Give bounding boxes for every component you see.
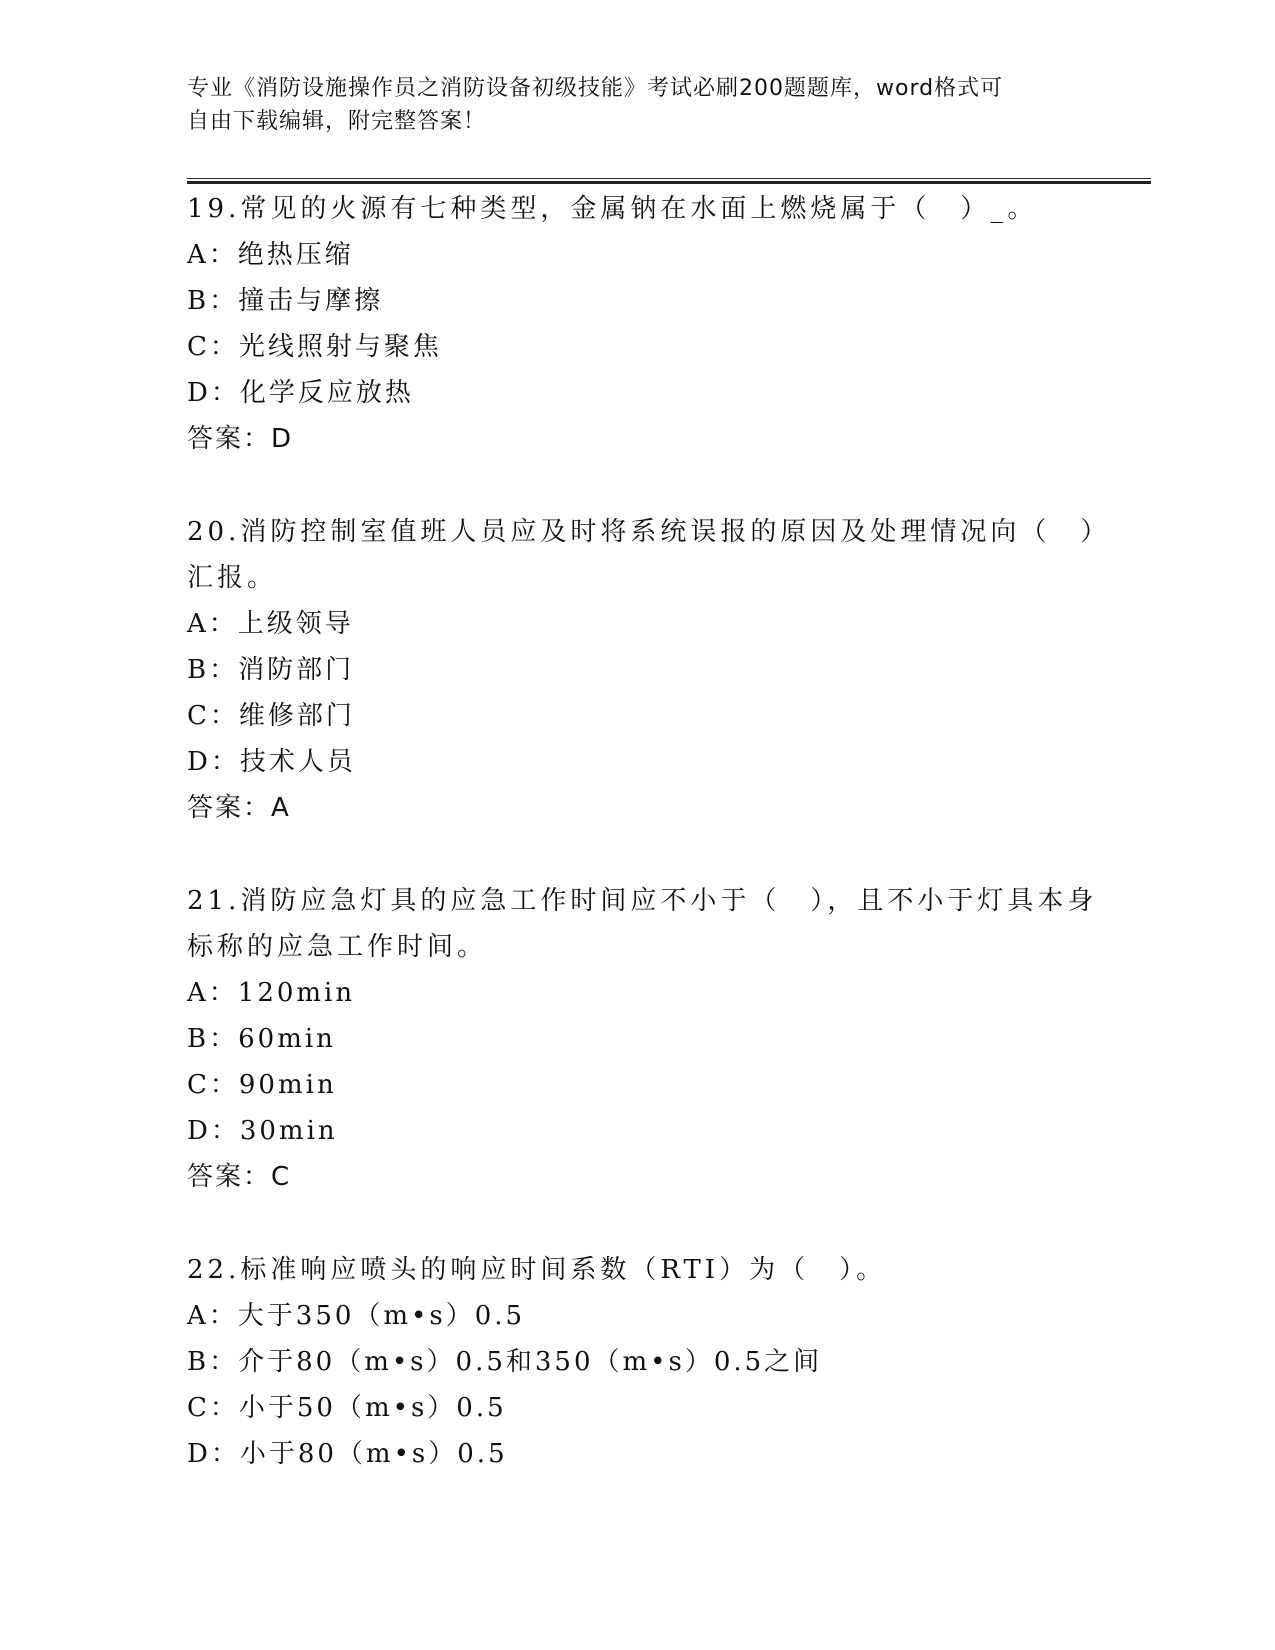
header-line-2: 自由下载编辑，附完整答案！	[187, 109, 487, 134]
option-d: D：小于80（m•s）0.5	[187, 1439, 508, 1469]
question-text-continued: 汇报。	[187, 563, 278, 593]
option-a: A：绝热压缩	[187, 240, 354, 270]
option-d: D：30min	[187, 1116, 338, 1146]
option-c: C：90min	[187, 1070, 337, 1100]
header-divider	[187, 178, 1151, 184]
option-c: C：光线照射与聚焦	[187, 332, 442, 362]
document-header	[187, 72, 1067, 138]
question-20	[187, 509, 1111, 831]
question-list	[187, 186, 1111, 1524]
option-d: D：化学反应放热	[187, 378, 414, 408]
option-b: B：60min	[187, 1024, 336, 1054]
option-a: A：120min	[187, 978, 356, 1008]
question-text: 22.标准响应喷头的响应时间系数（RTI）为（ ）。	[187, 1255, 887, 1285]
answer-text: 答案：A	[187, 793, 291, 823]
answer-text: 答案：C	[187, 1162, 292, 1192]
option-c: C：小于50（m•s）0.5	[187, 1393, 507, 1423]
option-b: B：介于80（m•s）0.5和350（m•s）0.5之间	[187, 1347, 823, 1377]
question-text: 20.消防控制室值班人员应及时将系统误报的原因及处理情况向（ ）	[187, 517, 1111, 547]
question-22	[187, 1247, 1087, 1477]
option-a: A：大于350（m•s）0.5	[187, 1301, 526, 1331]
question-text: 21.消防应急灯具的应急工作时间应不小于（ ），且不小于灯具本身	[187, 886, 1098, 916]
question-19	[187, 186, 1087, 462]
question-text: 19.常见的火源有七种类型，金属钠在水面上燃烧属于（ ）_。	[187, 194, 1038, 224]
option-a: A：上级领导	[187, 609, 354, 639]
option-b: B：撞击与摩擦	[187, 286, 384, 316]
question-text-continued: 标称的应急工作时间。	[187, 932, 488, 962]
answer-text: 答案：D	[187, 424, 294, 454]
question-21	[187, 878, 1098, 1200]
option-d: D：技术人员	[187, 747, 356, 777]
header-line-1: 专业《消防设施操作员之消防设备初级技能》考试必刷200题题库，word格式可	[187, 76, 1004, 101]
option-b: B：消防部门	[187, 655, 355, 685]
option-c: C：维修部门	[187, 701, 355, 731]
